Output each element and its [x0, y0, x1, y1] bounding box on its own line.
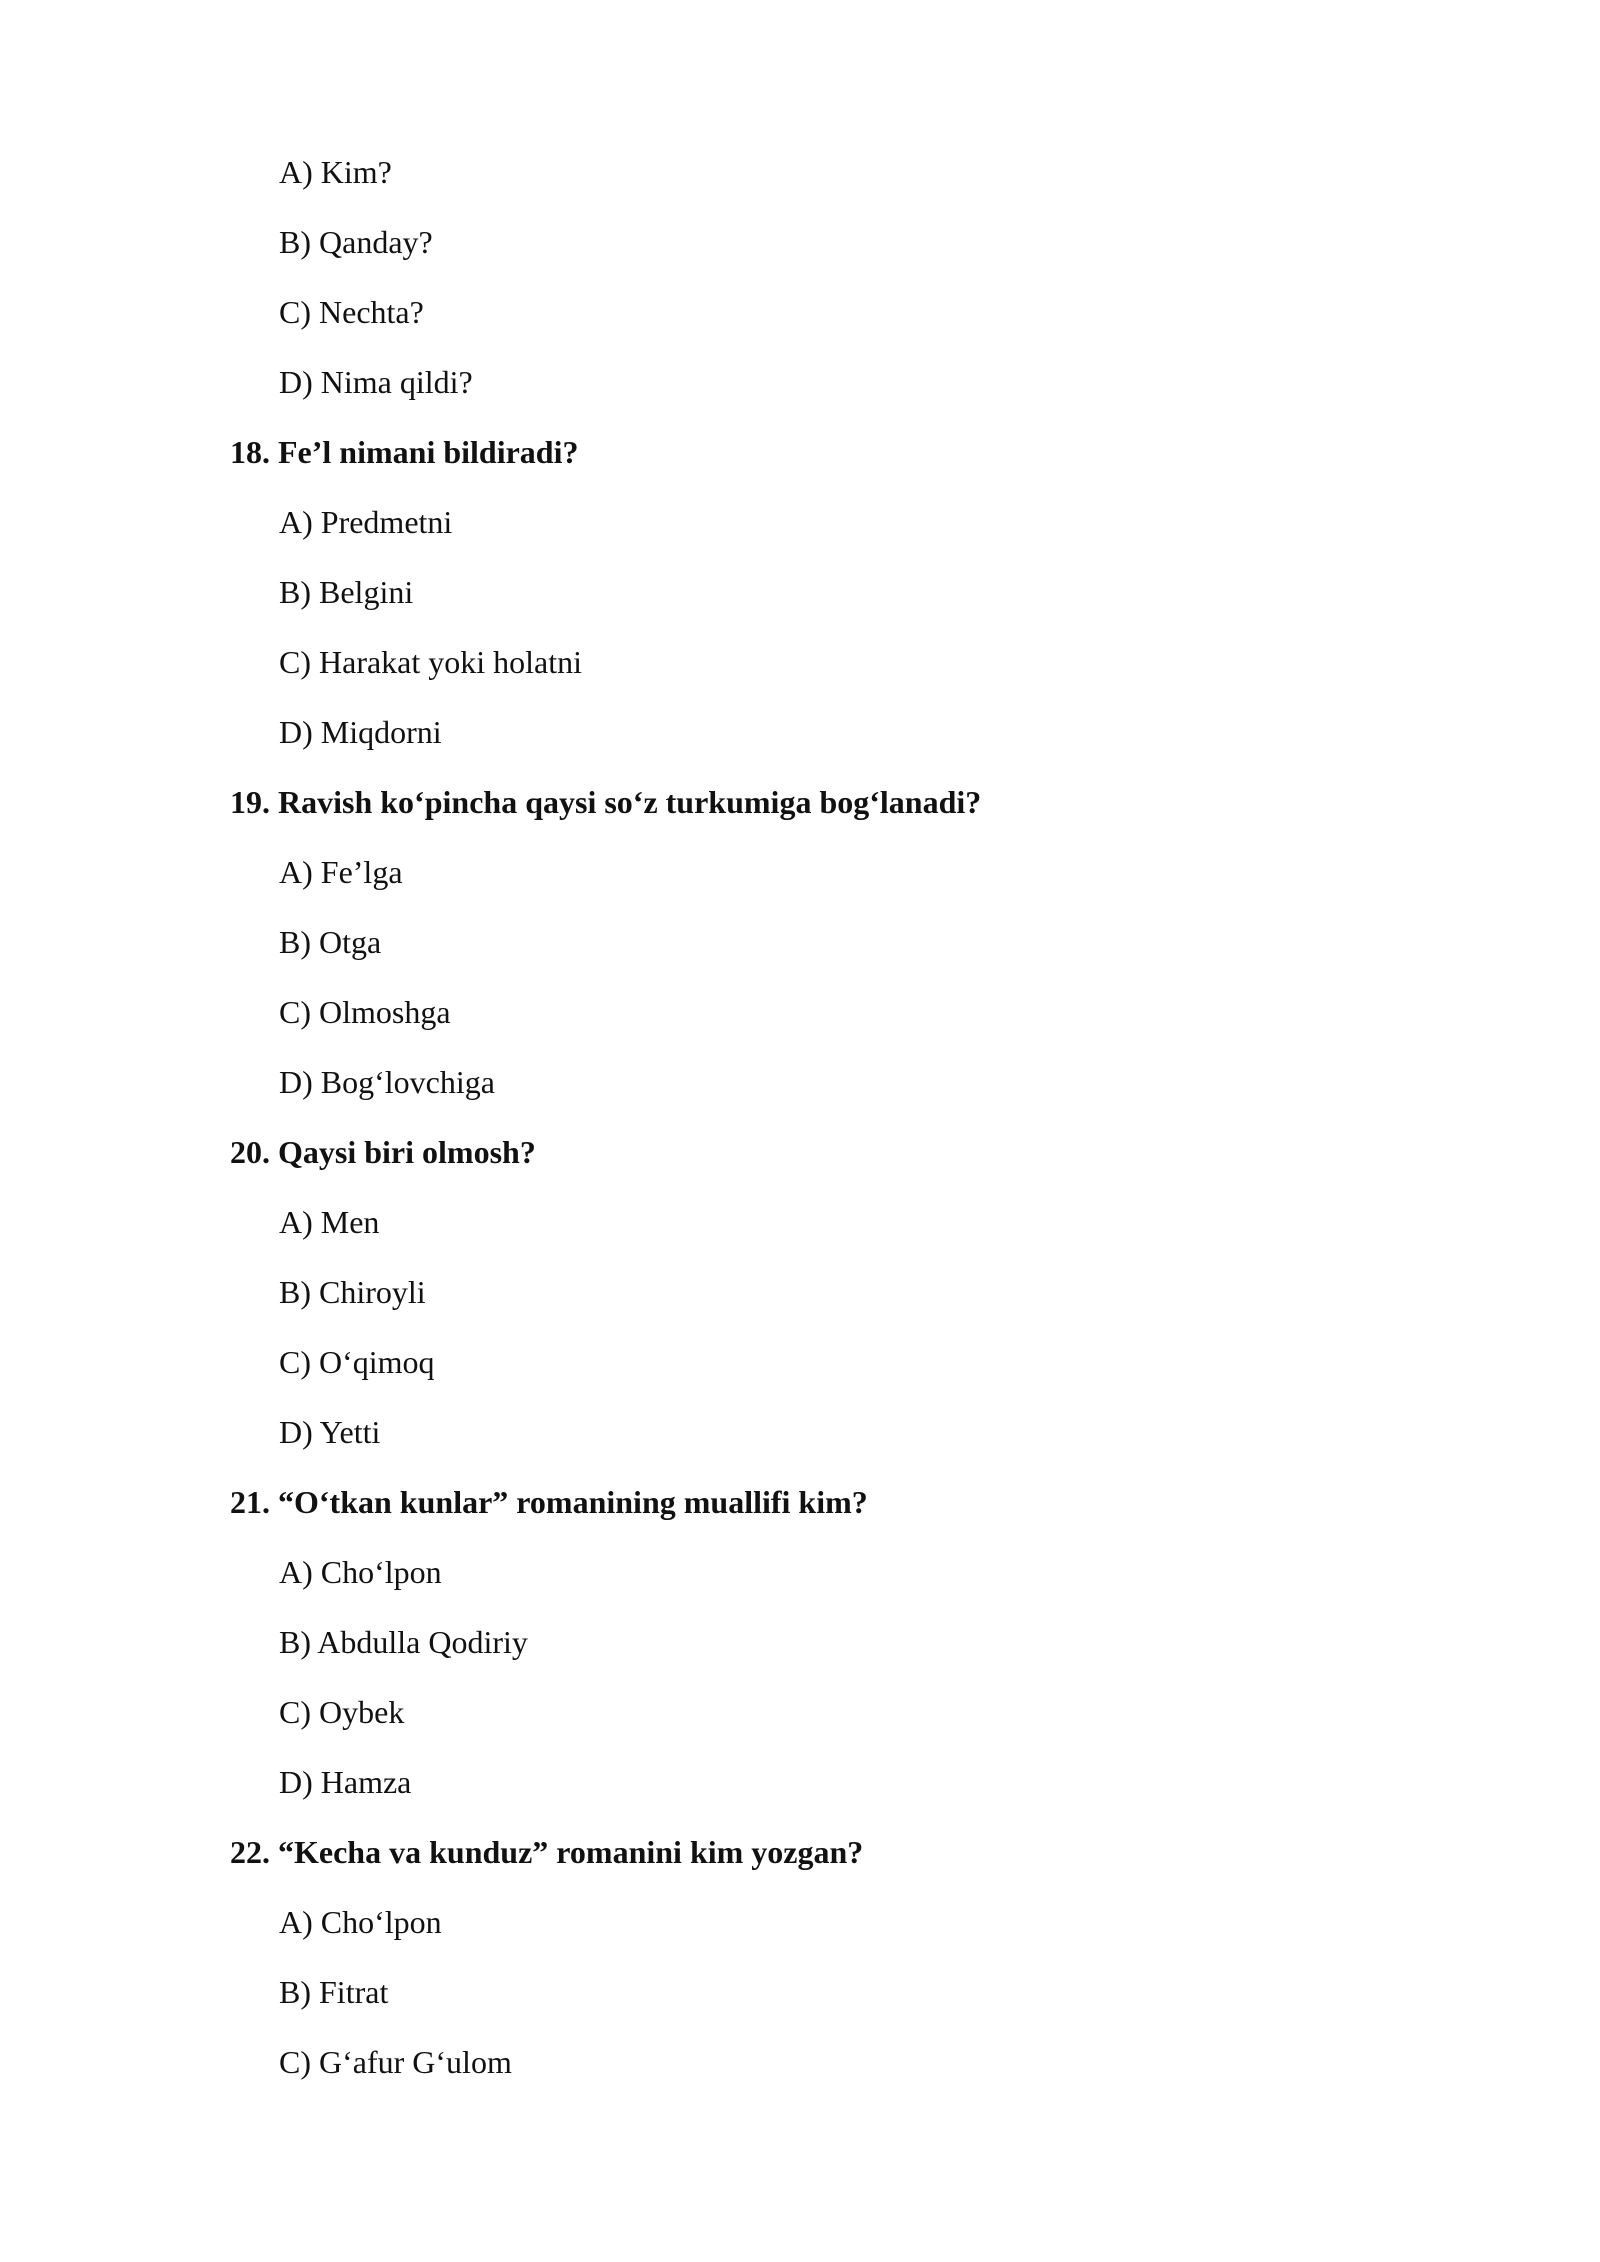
option-a: A) Kim? — [279, 154, 392, 190]
option-d: D) Miqdorni — [279, 714, 442, 750]
option-a: A) Men — [279, 1204, 380, 1240]
option-a: A) Cho‘lpon — [279, 1904, 442, 1940]
option-b: B) Fitrat — [279, 1974, 389, 2010]
option-c: C) Olmoshga — [279, 994, 451, 1030]
option-c: C) O‘qimoq — [279, 1344, 435, 1380]
option-a: A) Fe’lga — [279, 854, 403, 890]
option-d: D) Bog‘lovchiga — [279, 1064, 495, 1100]
option-c: C) G‘afur G‘ulom — [279, 2044, 512, 2080]
question-18: 18. Fe’l nimani bildiradi? — [230, 434, 579, 470]
option-a: A) Predmetni — [279, 504, 453, 540]
question-22: 22. “Kecha va kunduz” romanini kim yozgan? — [230, 1834, 864, 1870]
option-b: B) Abdulla Qodiriy — [279, 1624, 528, 1660]
question-19: 19. Ravish ko‘pincha qaysi so‘z turkumiga bog‘lanadi? — [230, 784, 982, 820]
question-20: 20. Qaysi biri olmosh? — [230, 1134, 536, 1170]
option-d: D) Yetti — [279, 1414, 381, 1450]
option-c: C) Nechta? — [279, 294, 424, 330]
option-c: C) Harakat yoki holatni — [279, 644, 583, 680]
question-21: 21. “O‘tkan kunlar” romanining muallifi kim? — [230, 1484, 868, 1520]
option-d: D) Nima qildi? — [279, 364, 473, 400]
option-a: A) Cho‘lpon — [279, 1554, 442, 1590]
option-b: B) Otga — [279, 924, 382, 960]
option-c: C) Oybek — [279, 1694, 405, 1730]
option-b: B) Qanday? — [279, 224, 433, 260]
option-d: D) Hamza — [279, 1764, 412, 1800]
option-b: B) Belgini — [279, 574, 414, 610]
option-b: B) Chiroyli — [279, 1274, 426, 1310]
